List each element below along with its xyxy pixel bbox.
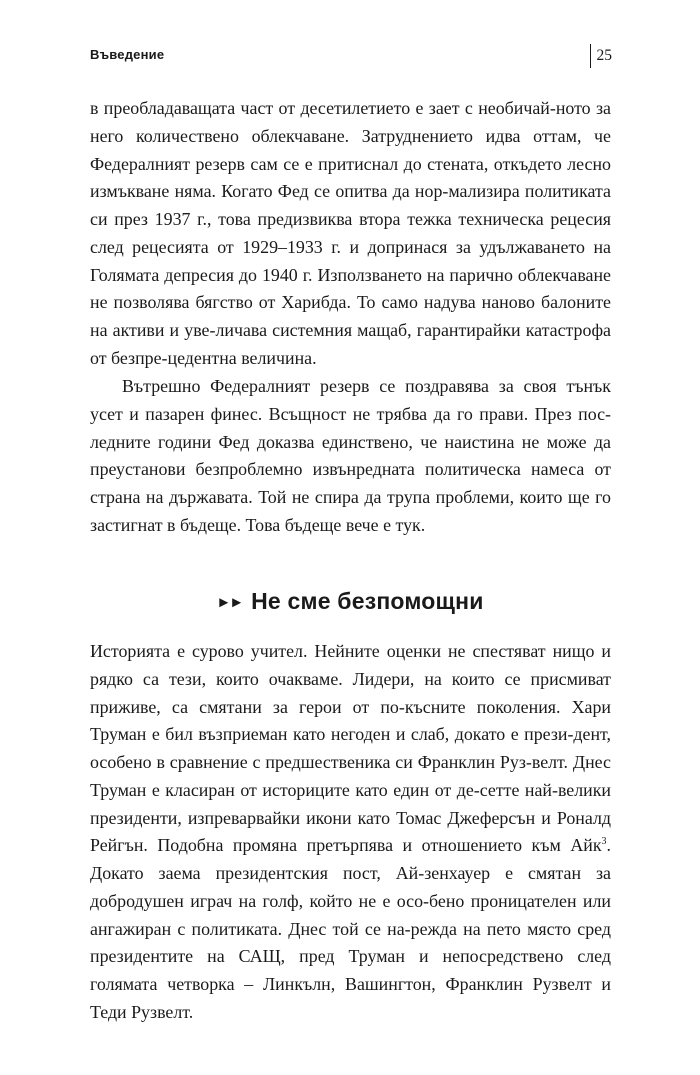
paragraph-text: . Докато заема президентския пост, Ай-зенхауер е смятан за добродушен играч на голф, който не е осо-бено проницателен или ангажиран с политиката. Днес той се на-режда на пето място сред президентите на САЩ, пред Труман и непосредствено след голямата четворка – Линкълн, Вашингтон, Франклин Рузвелт и Теди Рузвелт. — [90, 835, 611, 1022]
paragraph — [90, 638, 611, 1027]
paragraph: в преобладаващата част от десетилетието е зает с необичай-ното за него количествено облекчаване. Затруднението идва оттам, че Федералният резерв сам се е притиснал до стената, откъдето лесно измъкване няма. Когато Фед се опитва да нор-мализира политиката си през 1937 г., това предизвиква втора тежка техническа рецесия след рецесията от 1929–1933 г. и допринася за удължаването на Голямата депресия до 1940 г. Използването на парично облекчаване не позволява бягство от Харибда. То само надува наново балоните на активи и уве-личава системния мащаб, гарантирайки катастрофа от безпре-цедентна величина. — [90, 98, 611, 368]
paragraph-block-3 — [90, 638, 611, 1027]
section-heading — [0, 588, 700, 615]
paragraph: Вътрешно Федералният резерв се поздравява за своя тънък усет и пазарен финес. Всъщност не трябва да го прави. През пос-ледните години Фед доказва единствено, че наистина не може да преустанови безпроблемно извънредната политическа намеса от страна на държавата. Той не спира да трупа проблеми, които ще го застигнат в бъдеще. Това бъдеще вече е тук. — [90, 376, 611, 535]
running-title: Въведение — [90, 47, 165, 62]
paragraph-block-1 — [90, 95, 611, 373]
footnote-marker[interactable]: 3 — [601, 836, 607, 848]
paragraph-text: Историята е сурово учител. Нейните оценки не спестяват нищо и рядко са тези, които очакваме. Лидери, на които се присмиват приживе, са смятани за герои от по-късните поколения. Хари Труман е бил възприеман като негоден и слаб, докато е прези-дент, особено в сравнение с предшественика си Франклин Руз-велт. Днес Труман е класиран от историците като един от де-сетте най-велики президенти, изпреварвайки икони като Томас Джеферсън и Роналд Рейгън. Подобна промяна претърпява и отношението към Айк — [90, 641, 611, 856]
section-title: Не сме безпомощни — [251, 588, 484, 614]
page-number: 25 — [590, 44, 613, 68]
double-arrow-icon: ►► — [216, 594, 243, 611]
paragraph-block-2 — [90, 373, 611, 540]
